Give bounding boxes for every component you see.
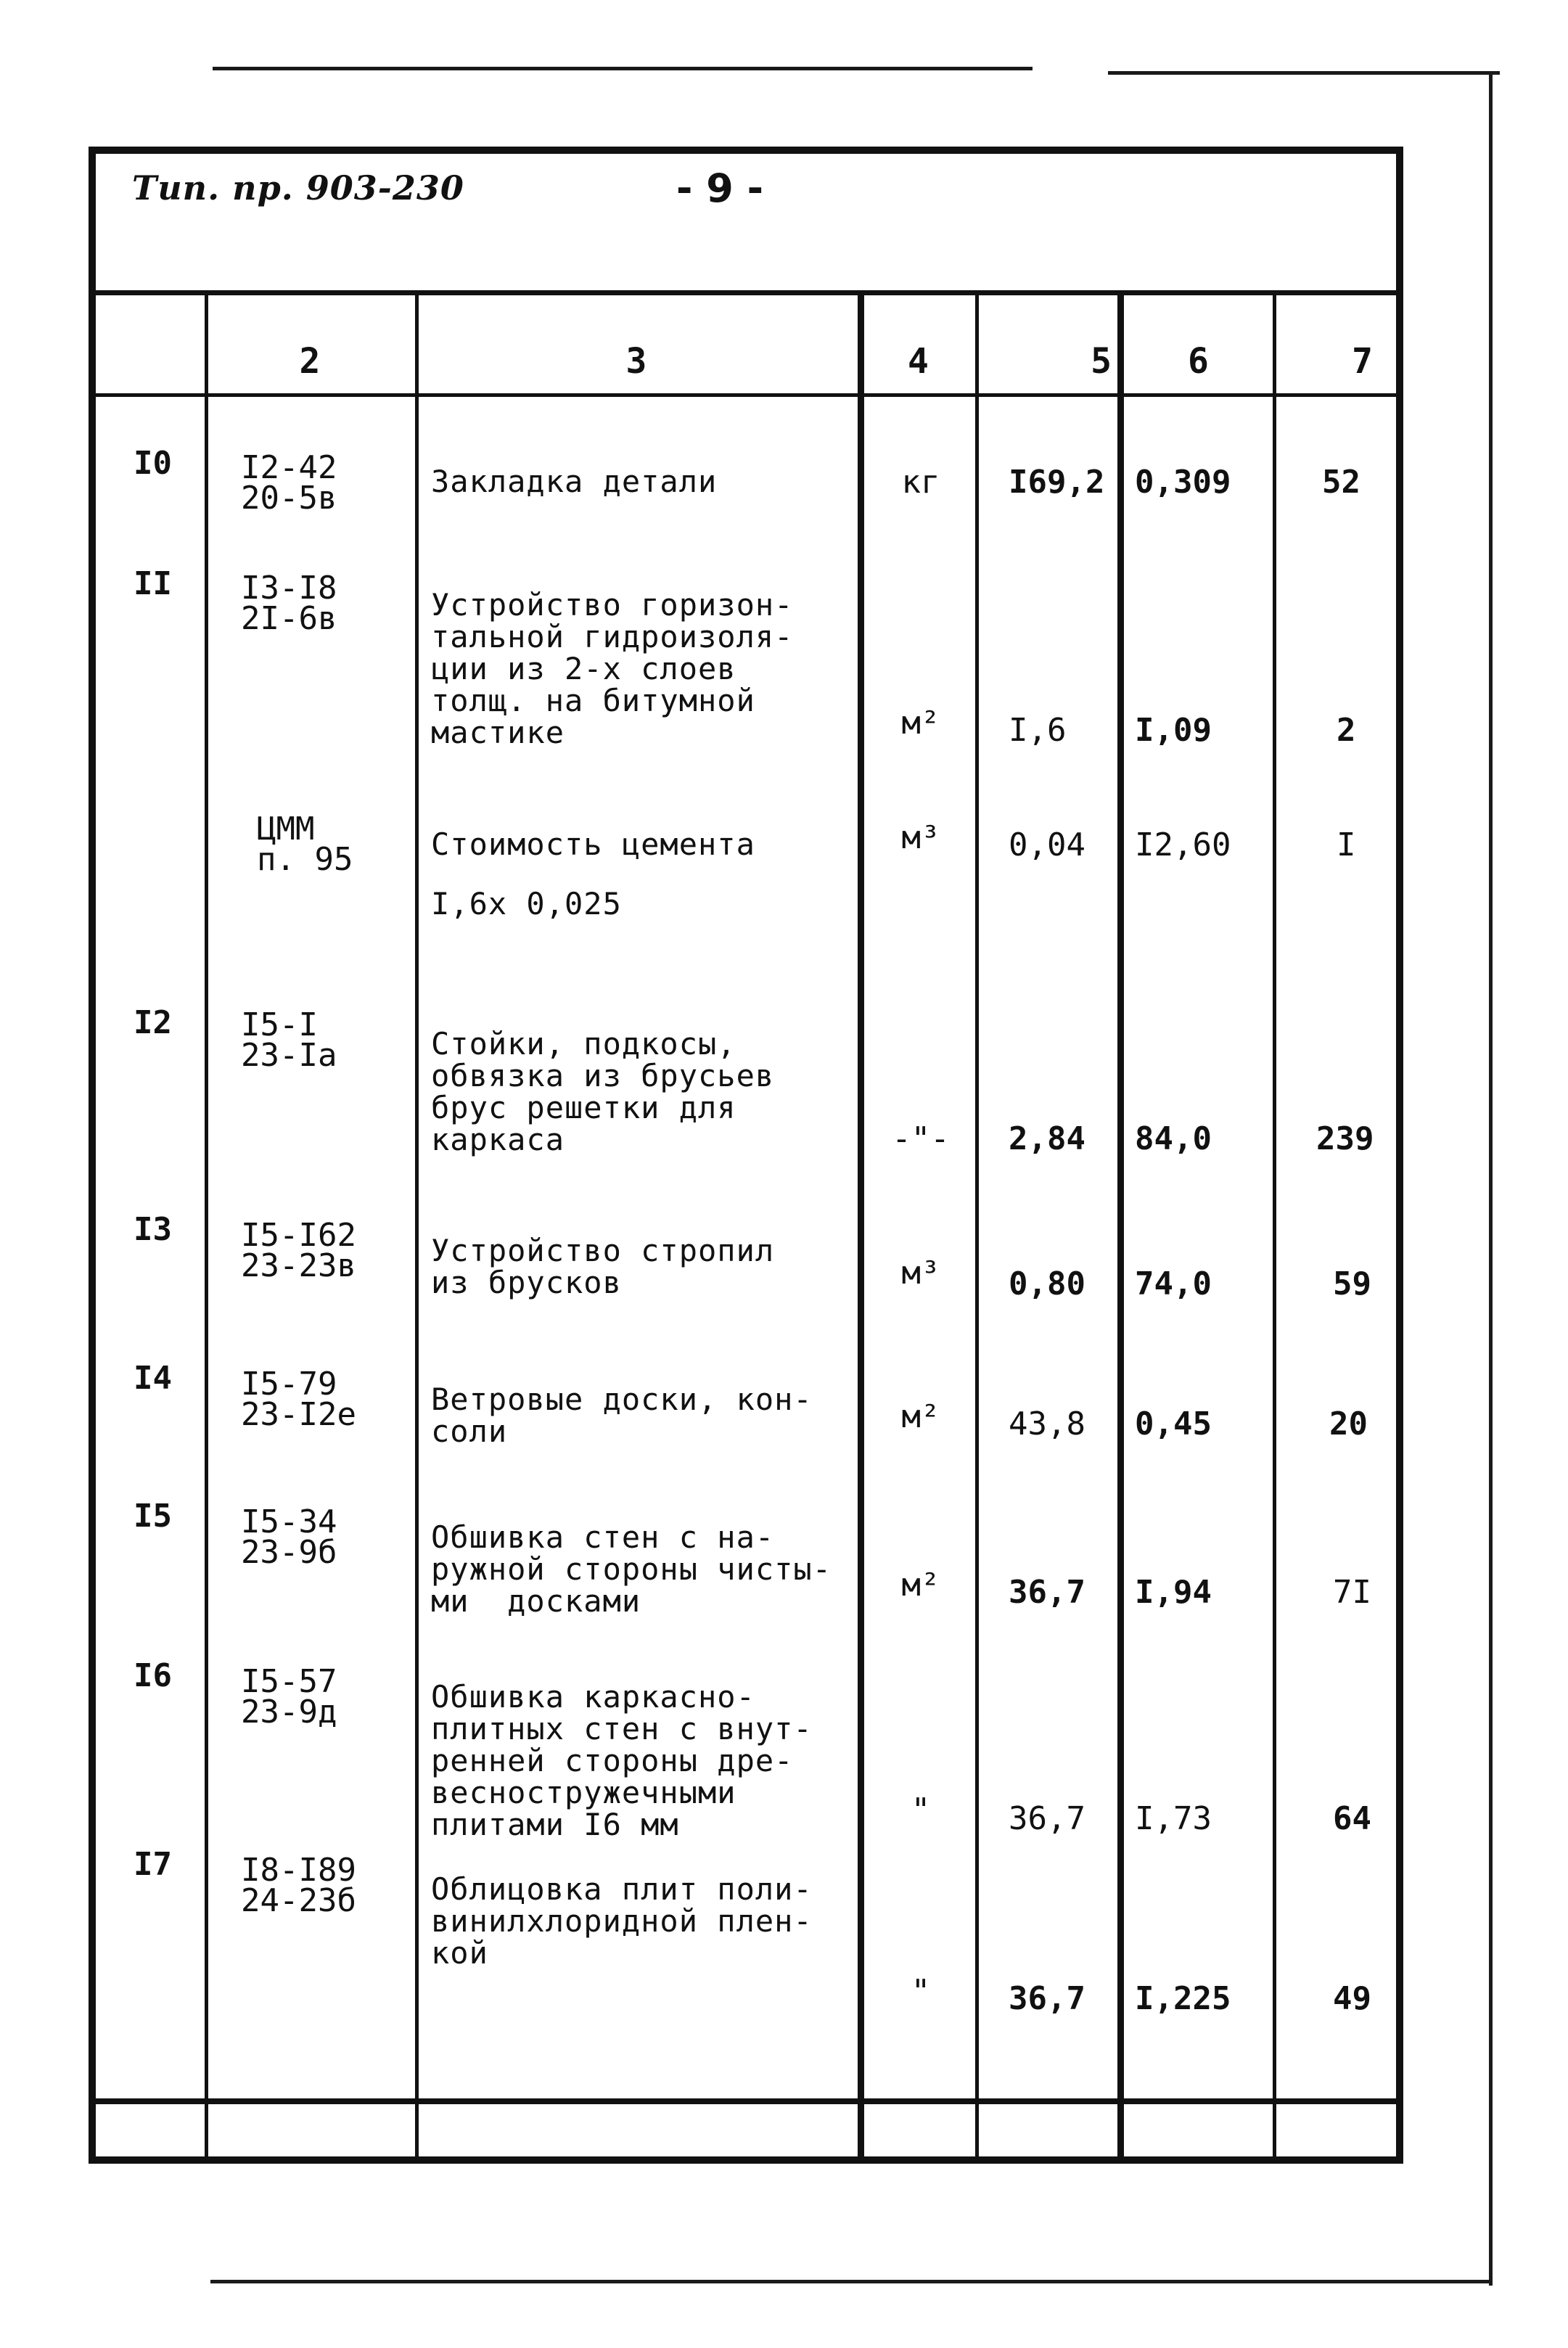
row-price: I2,60: [1135, 826, 1231, 863]
column-header-2: 2: [299, 341, 321, 382]
row-code: I5-I 23-Iа: [241, 1006, 337, 1074]
row-price: I,94: [1135, 1574, 1212, 1611]
row-price: 0,309: [1135, 464, 1231, 501]
column-header-7: 7: [1352, 341, 1373, 382]
row-quantity: 36,7: [1009, 1980, 1085, 2017]
row-quantity: 43,8: [1009, 1405, 1085, 1442]
row-cost: 52: [1322, 464, 1360, 501]
row-number: I4: [134, 1360, 172, 1397]
table-frame: [89, 147, 1403, 2164]
col-line-1: [205, 295, 208, 2164]
row-unit: м³: [901, 819, 940, 856]
row-code: I5-I62 23-23в: [241, 1217, 356, 1284]
row-price: I,225: [1135, 1980, 1231, 2017]
row-code: I2-42 20-5в: [241, 449, 337, 517]
row-number: I0: [134, 445, 172, 482]
row-description: Обшивка стен с на- ружной стороны чисты- ми досками: [431, 1519, 832, 1619]
row-quantity: 0,80: [1009, 1265, 1085, 1302]
row-code: I5-57 23-9д: [241, 1663, 337, 1731]
row-price: 0,45: [1135, 1405, 1212, 1442]
row-number: I7: [134, 1846, 172, 1883]
row-formula: I,6х 0,025: [431, 886, 622, 921]
table-bottom-line: [96, 2098, 1396, 2104]
col-line-2: [415, 295, 419, 2164]
col-line-3: [858, 295, 864, 2164]
right-border: [1489, 73, 1493, 2286]
row-unit: м²: [901, 1567, 940, 1604]
row-quantity: 2,84: [1009, 1120, 1085, 1157]
row-number: I2: [134, 1004, 172, 1041]
row-code: I5-79 23-I2е: [241, 1366, 356, 1433]
row-description: Стоимость цемента: [431, 826, 755, 862]
row-price: I,09: [1135, 712, 1212, 749]
col-line-6: [1273, 295, 1276, 2164]
row-cost: 64: [1333, 1800, 1371, 1837]
column-header-6: 6: [1188, 341, 1209, 382]
row-code: I8-I89 24-23б: [241, 1852, 356, 1919]
column-header-4: 4: [908, 341, 929, 382]
row-description: Устройство горизон- тальной гидроизоля- ции из 2-х слоев толщ. на битумной мастике: [431, 587, 794, 750]
col-line-5: [1117, 295, 1124, 2164]
row-cost: 59: [1333, 1265, 1371, 1302]
row-cost: 49: [1333, 1980, 1371, 2017]
page-number: - 9 -: [676, 165, 763, 211]
row-unit: м²: [901, 1398, 940, 1435]
row-unit: ": [911, 1973, 931, 2010]
row-price: I,73: [1135, 1800, 1212, 1837]
row-number: I3: [134, 1211, 172, 1248]
row-description: Обшивка каркасно- плитных стен с внут- ренней стороны дре- весностружечными плитами I6 мм: [431, 1679, 813, 1842]
row-cost: 7I: [1333, 1574, 1371, 1611]
document-reference: Тип. пр. 903-230: [132, 168, 464, 208]
row-number: I6: [134, 1657, 172, 1694]
row-number: I5: [134, 1498, 172, 1535]
column-header-3: 3: [625, 341, 647, 382]
bottom-rule: [210, 2280, 1493, 2283]
row-quantity: I,6: [1009, 712, 1067, 749]
row-price: 84,0: [1135, 1120, 1212, 1157]
top-rule-right: [1108, 71, 1500, 75]
row-code: ЦММ п. 95: [257, 810, 353, 878]
row-description: Ветровые доски, кон- соли: [431, 1382, 813, 1449]
row-number: II: [134, 565, 172, 602]
row-description: Стойки, подкосы, обвязка из брусьев брус решетки для каркаса: [431, 1026, 775, 1157]
row-unit: -"-: [892, 1120, 950, 1157]
row-cost: 2: [1337, 712, 1356, 749]
row-cost: I: [1337, 826, 1356, 863]
row-code: I3-I8 2I-6в: [241, 570, 337, 637]
row-quantity: 36,7: [1009, 1800, 1085, 1837]
row-price: 74,0: [1135, 1265, 1212, 1302]
row-quantity: I69,2: [1009, 464, 1105, 501]
row-description: Облицовка плит поли- винилхлоридной плен- кой: [431, 1871, 813, 1971]
row-quantity: 36,7: [1009, 1574, 1085, 1611]
top-rule-left: [213, 67, 1033, 70]
row-unit: кг: [901, 464, 940, 501]
column-header-5: 5: [1091, 341, 1112, 382]
row-cost: 20: [1329, 1405, 1368, 1442]
row-description: Закладка детали: [431, 464, 718, 499]
column-header-divider: [96, 393, 1396, 397]
header-divider: [96, 290, 1396, 295]
col-line-4: [975, 295, 979, 2164]
row-unit: ": [911, 1791, 931, 1828]
row-description: Устройство стропил из брусков: [431, 1233, 775, 1300]
row-cost: 239: [1316, 1120, 1374, 1157]
row-unit: м²: [901, 705, 940, 742]
row-quantity: 0,04: [1009, 826, 1085, 863]
row-unit: м³: [901, 1255, 940, 1292]
row-code: I5-34 23-9б: [241, 1503, 337, 1571]
